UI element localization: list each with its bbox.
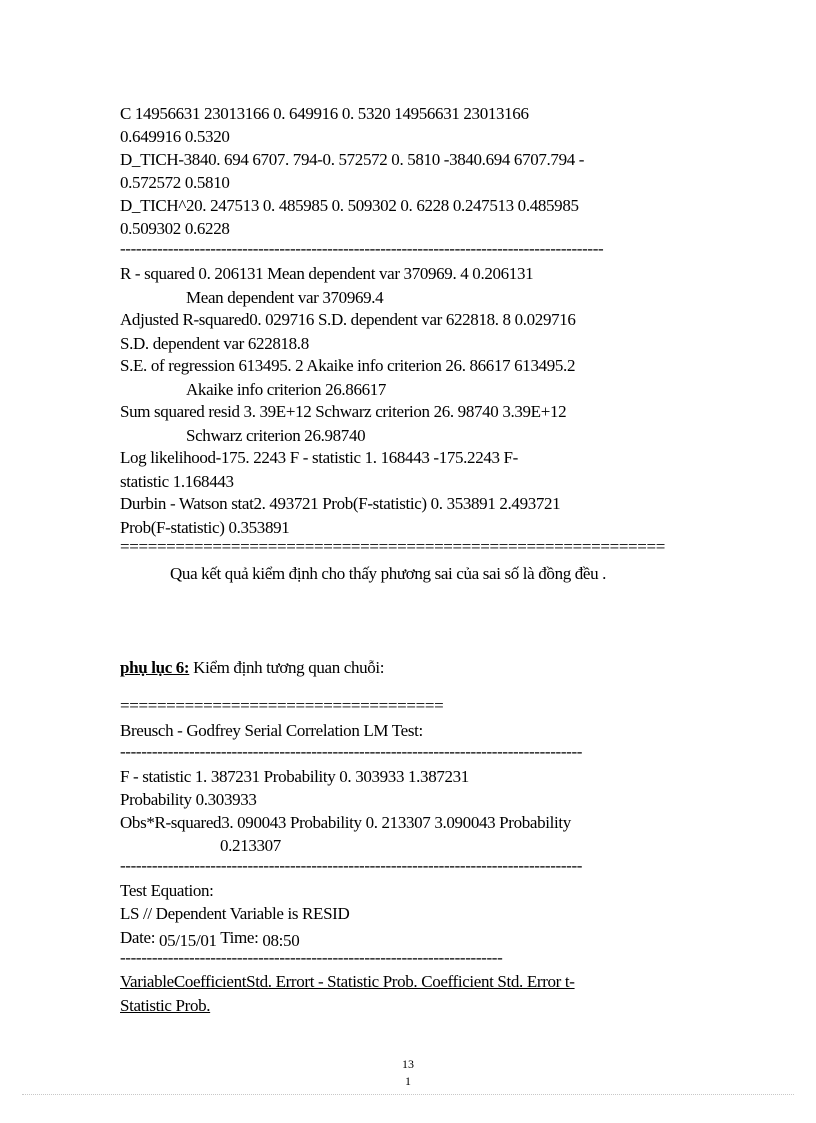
lm-obs-r-squared-cont: 0.213307 [220,836,281,855]
page-bottom-rule [22,1094,794,1095]
stat-r-squared: R - squared 0. 206131 Mean dependent var 370969. 4 0.206131 [120,264,534,283]
lm-f-statistic: F - statistic 1. 387231 Probability 0. 303933 1.387231 [120,767,469,786]
stat-se-regression: S.E. of regression 613495. 2 Akaike info criterion 26. 86617 613495.2 [120,356,576,375]
lm-test-title: Breusch - Godfrey Serial Correlation LM Test: [120,721,423,740]
dash-separator: --------------------------------------------------------------------------------------- [120,742,583,761]
date-value: 05/15/01 [155,931,217,950]
dash-separator: --------------------------------------------------------------------------------------- [120,856,583,875]
stat-r-squared-cont: Mean dependent var 370969.4 [186,288,384,307]
ls-dependent-variable: LS // Dependent Variable is RESID [120,904,350,923]
coef-row-dtich2: D_TICH^20. 247513 0. 485985 0. 509302 0. 6228 0.247513 0.485985 [120,196,579,215]
equals-separator: =========================================================== [120,537,666,556]
stat-adj-r-squared: Adjusted R-squared0. 029716 S.D. dependent var 622818. 8 0.029716 [120,310,576,329]
equals-separator-short: =================================== [120,696,444,715]
coef-row-c: C 14956631 23013166 0. 649916 0. 5320 14956631 23013166 [120,104,529,123]
coef-row-dtich: D_TICH-3840. 694 6707. 794-0. 572572 0. 5810 -3840.694 6707.794 - [120,150,585,169]
stat-adj-r-squared-cont: S.D. dependent var 622818.8 [120,334,309,353]
date-label: Date: [120,928,156,947]
date-time-line [120,928,299,948]
table-header: VariableCoefficientStd. Errort - Statistic Prob. Coefficient Std. Error t- [120,972,575,991]
stat-sum-squared-cont: Schwarz criterion 26.98740 [186,426,366,445]
dash-separator: ------------------------------------------------------------------------ [120,948,503,967]
conclusion-text: Qua kết quả kiểm định cho thấy phương sai của sai số là đồng đều . [170,564,607,583]
stat-log-likelihood-cont: statistic 1.168443 [120,472,234,491]
lm-obs-r-squared: Obs*R-squared3. 090043 Probability 0. 213307 3.090043 Probability [120,813,571,832]
stat-log-likelihood: Log likelihood-175. 2243 F - statistic 1. 168443 -175.2243 F- [120,448,518,467]
stat-sum-squared: Sum squared resid 3. 39E+12 Schwarz criterion 26. 98740 3.39E+12 [120,402,567,421]
dash-separator: ------------------------------------------------------------------------------------------- [120,239,604,258]
stat-durbin-watson-cont: Prob(F-statistic) 0.353891 [120,518,290,537]
stat-durbin-watson: Durbin - Watson stat2. 493721 Prob(F-statistic) 0. 353891 2.493721 [120,494,561,513]
time-value: 08:50 [258,931,300,950]
table-header-cont: Statistic Prob. [120,996,211,1015]
appendix-heading [120,658,384,678]
time-label: Time: [216,928,259,947]
page-sub-number: 1 [405,1074,411,1088]
coef-row-dtich-cont: 0.572572 0.5810 [120,173,230,192]
appendix-label: phụ lục 6: [120,658,190,677]
lm-f-statistic-cont: Probability 0.303933 [120,790,257,809]
coef-row-c-cont: 0.649916 0.5320 [120,127,230,146]
page-number: 13 [402,1057,414,1071]
test-equation-label: Test Equation: [120,881,214,900]
coef-row-dtich2-cont: 0.509302 0.6228 [120,219,230,238]
stat-se-regression-cont: Akaike info criterion 26.86617 [186,380,387,399]
appendix-title: Kiểm định tương quan chuỗi: [189,658,385,677]
